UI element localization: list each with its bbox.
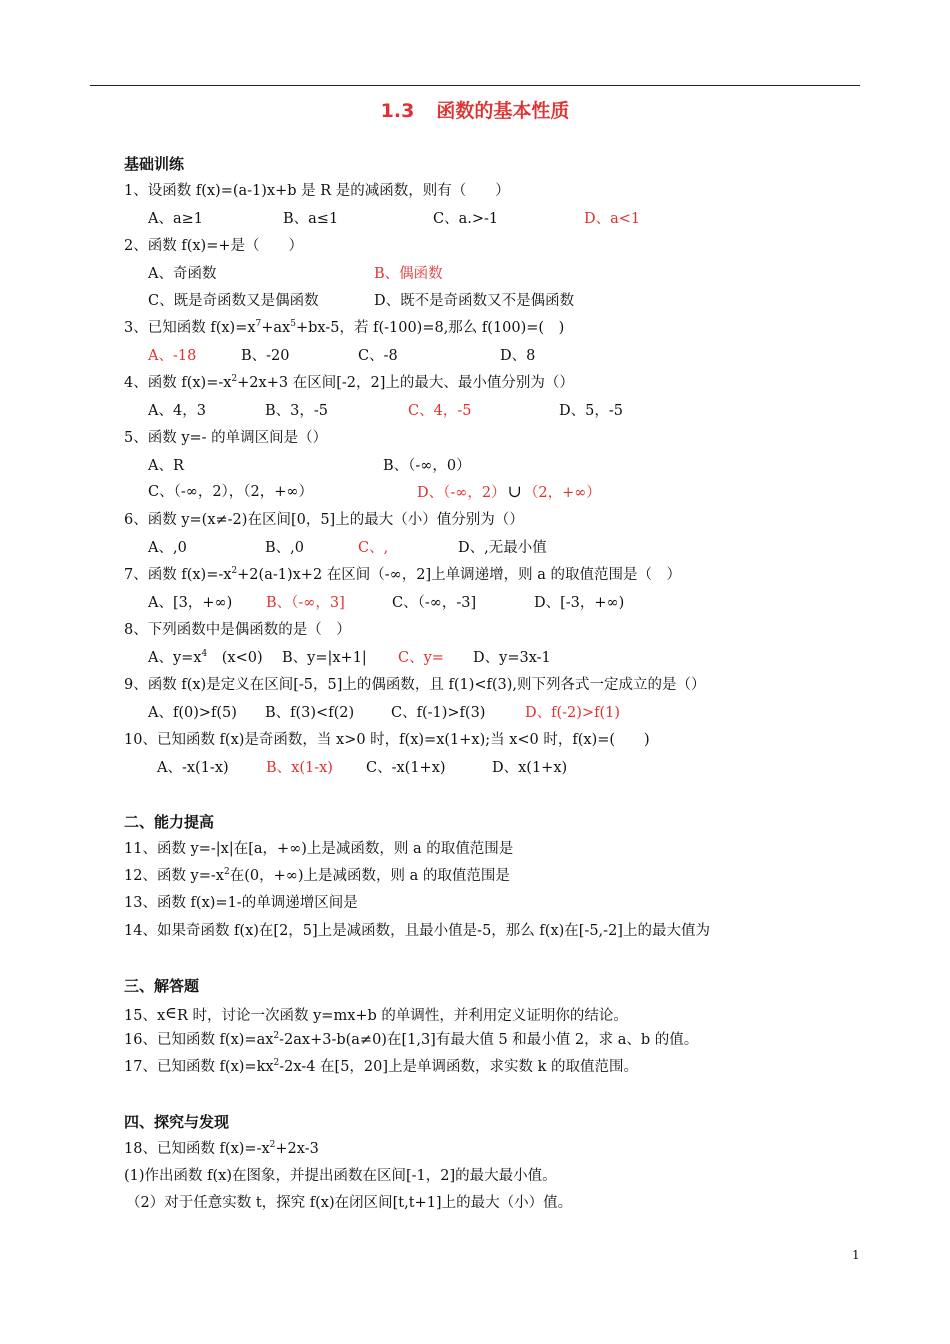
section-heading-ability: 二、能力提高 — [124, 813, 215, 831]
q5-option-a: A、R — [148, 458, 184, 474]
q6-option-c: C、, — [358, 540, 389, 556]
q10-option-d: D、x(1+x) — [492, 760, 568, 776]
question-12: 12、函数 $y=-x^2$在(0，+∞)上是减函数，则 a 的取值范围是 — [124, 867, 510, 884]
question-4-stem: 4、函数 $f(x)=-x^2+2x+3$ 在区间[-2，2]上的最大、最小值分别为（） — [124, 374, 574, 391]
section-number: 1.3 — [380, 100, 415, 122]
section-heading-explore: 四、探究与发现 — [124, 1113, 230, 1131]
q7-option-a: A、[3，+∞) — [148, 595, 233, 611]
q9-option-b: B、f(3)<f(2) — [265, 705, 355, 721]
question-18-part-2: （2）对于任意实数 t，探究 f(x)在闭区间[t,t+1]上的最大（小）值。 — [126, 1195, 573, 1211]
q3-option-b: B、-20 — [241, 348, 290, 364]
q4-option-a: A、4，3 — [148, 403, 206, 419]
q8-option-b: B、y=|x+1| — [282, 650, 367, 666]
q2-option-c: C、既是奇函数又是偶函数 — [148, 293, 319, 309]
q7-option-d: D、[-3，+∞) — [534, 595, 625, 611]
q5-option-c: C、（-∞，2），（2，+∞） — [148, 484, 314, 500]
q2-option-d: D、既不是奇函数又不是偶函数 — [374, 293, 575, 309]
section-heading-solve: 三、解答题 — [124, 977, 200, 995]
q8-option-a: A、$y=x^4$ (x<0) — [148, 649, 263, 666]
question-5-stem: 5、函数 y=- 的单调区间是（） — [124, 430, 328, 446]
title-text: 函数的基本性质 — [436, 100, 570, 122]
q9-option-d: D、f(-2)>f(1) — [525, 705, 620, 721]
q9-option-a: A、f(0)>f(5) — [148, 705, 237, 721]
question-11: 11、函数 y=-|x|在[a，+∞)上是减函数，则 a 的取值范围是 — [124, 841, 514, 857]
question-2-stem: 2、函数 f(x)=+是（ ） — [124, 238, 303, 254]
question-14: 14、如果奇函数 f(x)在[2，5]上是减函数，且最小值是-5，那么 f(x)在[-5,-2]上的最大值为 — [124, 923, 710, 939]
q6-option-b: B、,0 — [265, 540, 304, 556]
q1-option-d: D、a<1 — [584, 211, 641, 227]
q4-option-c: C、4，-5 — [408, 403, 472, 419]
section-heading-basic: 基础训练 — [124, 155, 185, 173]
q3-option-c: C、-8 — [358, 348, 398, 364]
q8-option-d: D、y=3x-1 — [473, 650, 551, 666]
q3-option-d: D、8 — [500, 348, 536, 364]
q1-option-c: C、a.>-1 — [433, 211, 499, 227]
question-10-stem: 10、已知函数 f(x)是奇函数，当 x>0 时，f(x)=x(1+x);当 x<0 时，f(x)=( ) — [124, 732, 650, 748]
q10-option-a: A、-x(1-x) — [157, 760, 229, 776]
q5-option-d: D、（-∞，2） ∪ （2，+∞） — [417, 482, 601, 502]
question-18-part-1: (1)作出函数 f(x)在图象，并提出函数在区间[-1，2]的最大最小值。 — [124, 1168, 557, 1184]
question-3-stem: 3、已知函数 $f(x)=x^7+ax^5+bx-5$，若 f(-100)=8,那么 f(100)=( ) — [124, 319, 565, 336]
q4-option-d: D、5，-5 — [559, 403, 623, 419]
question-8-stem: 8、下列函数中是偶函数的是（ ） — [124, 622, 351, 638]
question-17: 17、已知函数 $f(x)=kx^2-2x-4$ 在[5，20]上是单调函数，求实数 k 的取值范围。 — [124, 1058, 639, 1075]
q7-option-b: B、（-∞，3] — [266, 595, 345, 611]
q4-option-b: B、3，-5 — [265, 403, 329, 419]
question-13: 13、函数 f(x)=1-的单调递增区间是 — [124, 895, 358, 911]
question-6-stem: 6、函数 y=(x≠-2)在区间[0，5]上的最大（小）值分别为（） — [124, 512, 524, 528]
q2-option-a: A、奇函数 — [148, 266, 217, 282]
q7-option-c: C、（-∞，-3] — [392, 595, 477, 611]
q6-option-a: A、,0 — [148, 540, 187, 556]
question-1-stem: 1、设函数 f(x)=(a-1)x+b 是 R 是的减函数，则有（ ） — [124, 183, 510, 199]
q1-option-a: A、a≥1 — [148, 211, 203, 227]
q2-option-b: B、偶函数 — [374, 266, 443, 282]
q8-option-c: C、y= — [398, 650, 444, 666]
page-number: 1 — [852, 1248, 860, 1262]
question-7-stem: 7、函数 $f(x)=-x^2+2(a-1)x+2$ 在区间（-∞，2]上单调递增，则 a 的取值范围是（ ） — [124, 566, 681, 583]
question-9-stem: 9、函数 f(x)是定义在区间[-5，5]上的偶函数，且 f(1)<f(3),则下列各式一定成立的是（） — [124, 677, 706, 693]
q5-option-b: B、（-∞，0） — [383, 458, 471, 474]
q1-option-b: B、a≤1 — [283, 211, 339, 227]
question-16: 16、已知函数 $f(x)=ax^2-2ax+3-b(a\ne 0)$在[1,3]有最大值 5 和最小值 2，求 a、b 的值。 — [124, 1031, 699, 1048]
page-title — [0, 96, 950, 123]
q3-option-a: A、-18 — [148, 348, 197, 364]
q10-option-b: B、x(1-x) — [266, 760, 333, 776]
q9-option-c: C、f(-1)>f(3) — [391, 705, 486, 721]
question-18-stem: 18、已知函数 $f(x)=-x^2+2x-3$ — [124, 1140, 319, 1157]
question-15: 15、x∈R 时，讨论一次函数 y=mx+b 的单调性，并利用定义证明你的结论。 — [124, 1003, 628, 1024]
header-rule — [90, 85, 860, 86]
q6-option-d: D、,无最小值 — [458, 540, 547, 556]
q10-option-c: C、-x(1+x) — [366, 760, 446, 776]
